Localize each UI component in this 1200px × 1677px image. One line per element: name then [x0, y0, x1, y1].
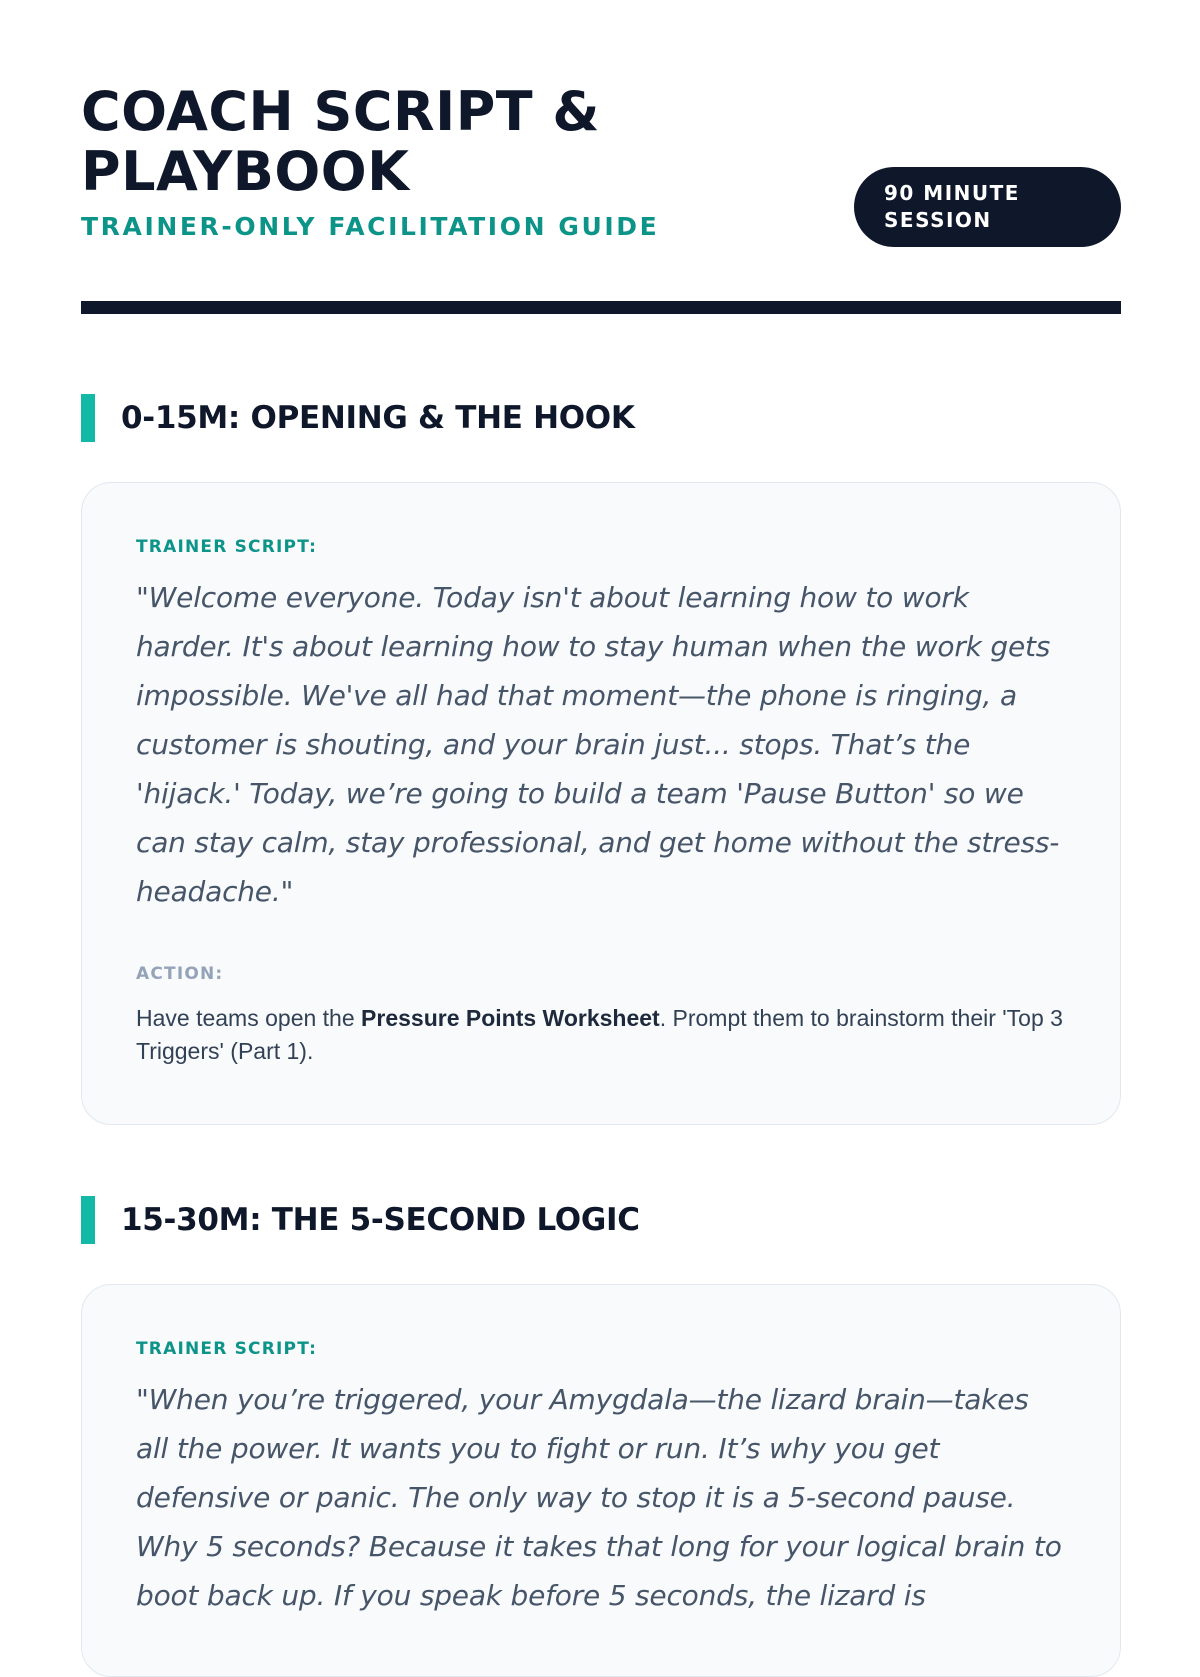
- trainer-script-text: "Welcome everyone. Today isn't about learning how to work harder. It's about learning how to stay human when the work gets impossible. We've all had that moment—the phone is ringing, a customer is shouting, and your brain just... stops. That’s the 'hijack.' Today, we’re going to build a team 'Pause Button' so we can stay calm, stay professional, and get home without the stress-headache.": [136, 581, 1060, 908]
- badge-line-1: 90 MINUTE: [884, 181, 1020, 205]
- section-heading: [81, 394, 1121, 442]
- section-title: 0-15M: OPENING & THE HOOK: [121, 400, 635, 436]
- action-label: ACTION:: [136, 964, 224, 984]
- action-text: [136, 1002, 1066, 1068]
- section-opening: [81, 394, 1121, 1125]
- worksheet-name: Pressure Points Worksheet: [361, 1005, 660, 1031]
- trainer-script-label: TRAINER SCRIPT:: [136, 1339, 318, 1359]
- trainer-script-label: TRAINER SCRIPT:: [136, 537, 318, 557]
- page-subtitle: TRAINER-ONLY FACILITATION GUIDE: [81, 212, 660, 241]
- page-title: [81, 82, 701, 202]
- section-heading: [81, 1196, 1121, 1244]
- section-five-second-logic: [81, 1196, 1121, 1677]
- section-accent-bar: [81, 394, 95, 442]
- title-line-2: PLAYBOOK: [81, 140, 410, 203]
- badge-line-2: SESSION: [884, 208, 992, 232]
- script-card: [81, 482, 1121, 1125]
- trainer-script-text: "When you’re triggered, your Amygdala—the lizard brain—takes all the power. It wants you to fight or run. It’s why you get defensive or panic. The only way to stop it is a 5-second pause. Why 5 seconds? Because it takes that long for your logical brain to boot back up. If you speak before 5 seconds, the lizard is: [136, 1383, 1062, 1612]
- page: [81, 0, 1121, 1612]
- action-text-end: . Prompt them to brainstorm their 'Top 3 Triggers' (Part 1).: [136, 1005, 1063, 1064]
- header: [81, 0, 1121, 314]
- header-divider: [81, 301, 1121, 314]
- session-length-badge: [854, 167, 1121, 247]
- action-text-start: Have teams open the: [136, 1005, 362, 1031]
- section-title: 15-30M: THE 5-SECOND LOGIC: [121, 1202, 640, 1238]
- script-card: [81, 1284, 1121, 1677]
- title-line-1: COACH SCRIPT &: [81, 80, 600, 143]
- section-accent-bar: [81, 1196, 95, 1244]
